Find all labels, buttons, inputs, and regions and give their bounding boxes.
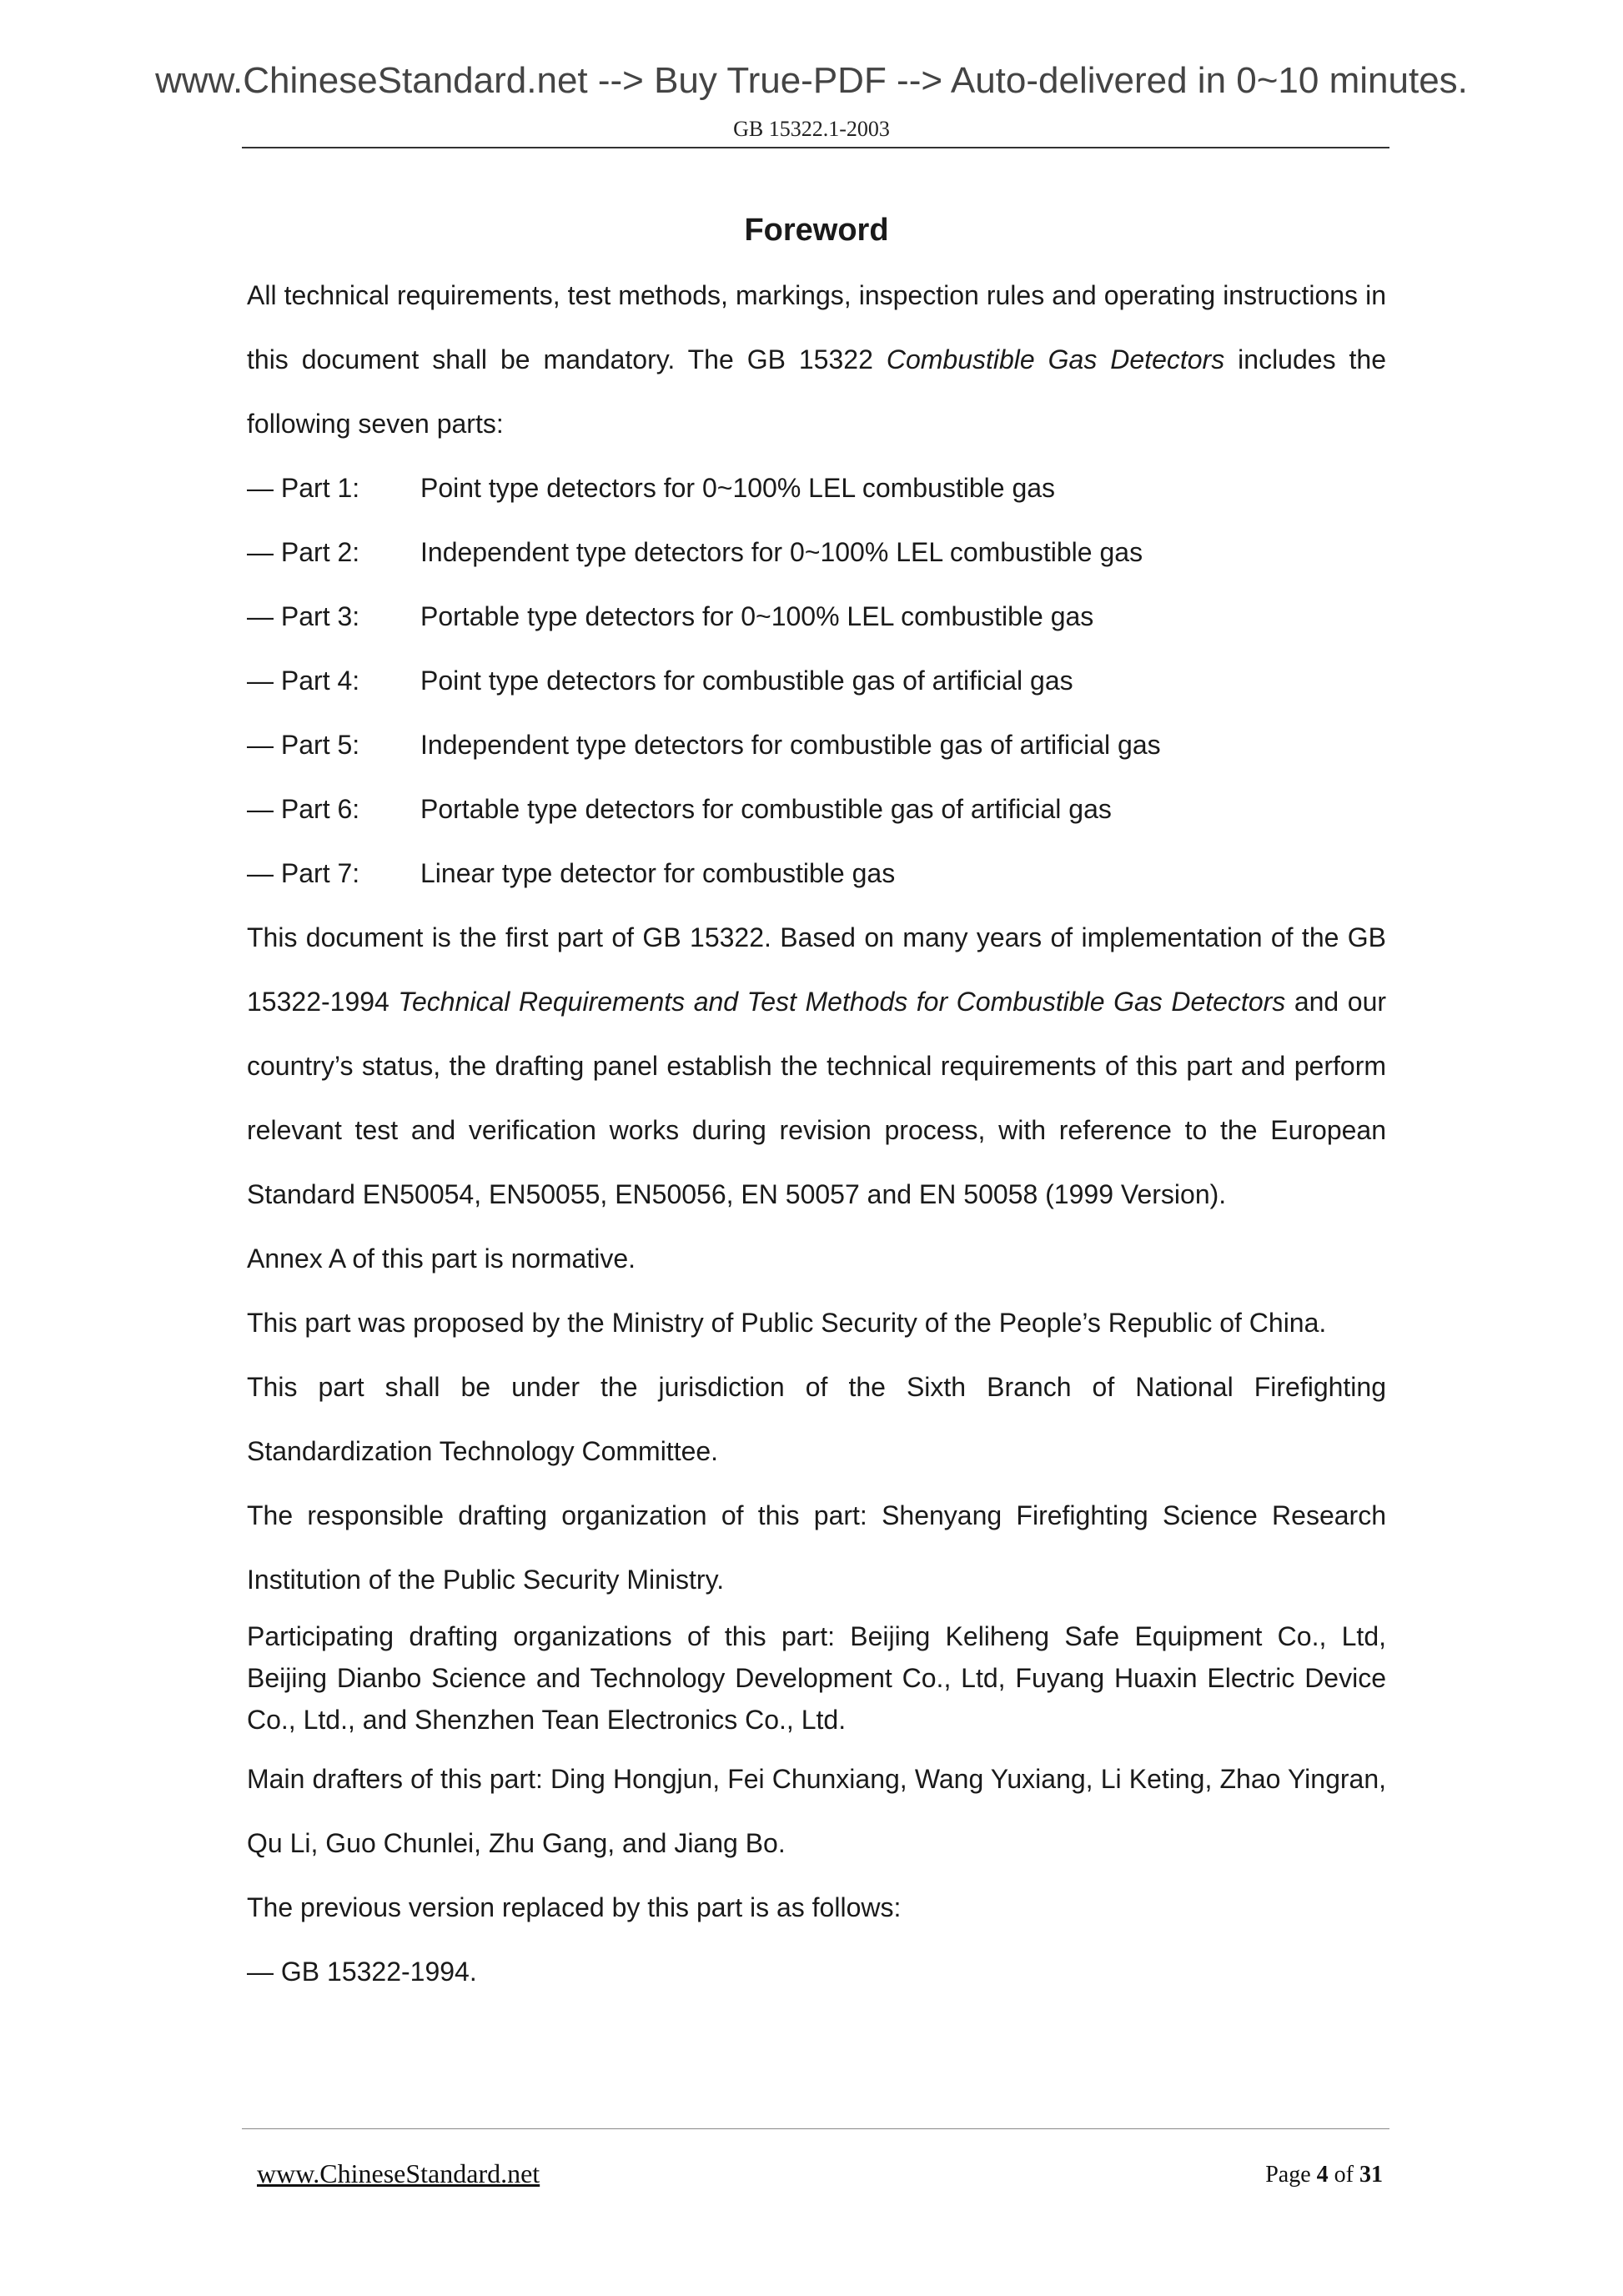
- part-text: Independent type detectors for combustible gas of artificial gas: [420, 730, 1161, 760]
- list-item: [247, 520, 1386, 585]
- list-item: [247, 649, 1386, 713]
- basis-title-italic: Technical Requirements and Test Methods for Combustible Gas Detectors: [398, 987, 1286, 1017]
- responsible-paragraph: The responsible drafting organization of this part: Shenyang Firefighting Science Research Institution of the Public Security Ministry.: [247, 1500, 1386, 1595]
- intro-paragraph: [247, 264, 1386, 456]
- part-text: Independent type detectors for 0~100% LEL combustible gas: [420, 537, 1143, 567]
- page-current: 4: [1316, 2162, 1329, 2188]
- drafters-paragraph: Main drafters of this part: Ding Hongjun, Fei Chunxiang, Wang Yuxiang, Li Keting, Zhao Yingran, Qu Li, Guo Chunlei, Zhu Gang, and Jiang Bo.: [247, 1764, 1386, 1858]
- annex-paragraph: Annex A of this part is normative.: [247, 1243, 636, 1274]
- part-text: Portable type detectors for 0~100% LEL combustible gas: [420, 601, 1094, 631]
- part-label: — Part 5:: [247, 730, 360, 760]
- basis-paragraph: [247, 906, 1386, 1227]
- page-title: Foreword: [744, 213, 889, 248]
- intro-text-2: includes the following seven parts:: [247, 344, 1387, 439]
- page-prefix: Page: [1265, 2162, 1317, 2188]
- list-item: [247, 585, 1386, 649]
- page-total: 31: [1359, 2162, 1383, 2188]
- list-item: [247, 713, 1386, 777]
- footer-site-link[interactable]: www.ChineseStandard.net: [257, 2158, 540, 2188]
- part-text: Linear type detector for combustible gas: [420, 858, 896, 888]
- basis-text-1: This document is the first part of GB 15322. Based on many years of implementation of the GB 15322-1994: [247, 922, 1386, 1017]
- part-text: Portable type detectors for combustible gas of artificial gas: [420, 794, 1112, 824]
- list-item: [247, 842, 1386, 906]
- standard-code: GB 15322.1-2003: [733, 117, 890, 141]
- part-label: — Part 2:: [247, 537, 360, 567]
- jurisdiction-paragraph: This part shall be under the jurisdiction of the Sixth Branch of National Firefighting Standardization Technology Committee.: [247, 1372, 1386, 1466]
- page-of: of: [1328, 2162, 1359, 2188]
- site-banner: www.ChineseStandard.net --> Buy True-PDF --> Auto-delivered in 0~10 minutes.: [155, 60, 1468, 101]
- list-item: [247, 456, 1386, 520]
- part-label: — Part 1:: [247, 473, 360, 503]
- footer-divider: [242, 2128, 1389, 2129]
- part-text: Point type detectors for combustible gas of artificial gas: [420, 666, 1073, 696]
- part-label: — Part 7:: [247, 858, 360, 888]
- part-label: — Part 3:: [247, 601, 360, 631]
- list-item: [247, 777, 1386, 842]
- page-number: [1265, 2162, 1383, 2188]
- intro-text-1: All technical requirements, test methods, markings, inspection rules and operating instructions in this document shall be mandatory. The GB 15322: [247, 280, 1386, 374]
- previous-item: — GB 15322-1994.: [247, 1957, 477, 1987]
- part-label: — Part 4:: [247, 666, 360, 696]
- intro-title-italic: Combustible Gas Detectors: [886, 344, 1225, 374]
- part-text: Point type detectors for 0~100% LEL combustible gas: [420, 473, 1056, 503]
- parts-list: [247, 456, 1386, 906]
- header-divider: [242, 147, 1389, 148]
- participating-paragraph: Participating drafting organizations of this part: Beijing Keliheng Safe Equipment Co., Ltd, Beijing Dianbo Science and Technology Development Co., Ltd, Fuyang Huaxin Electric Device Co., Ltd., and Shenzhen Tean Electronics Co., Ltd.: [247, 1621, 1386, 1735]
- previous-paragraph: The previous version replaced by this part is as follows:: [247, 1892, 902, 1922]
- document-body: [247, 197, 1386, 2004]
- part-label: — Part 6:: [247, 794, 360, 824]
- basis-text-2: and our country’s status, the drafting panel establish the technical requirements of this part and perform relevant test and verification works during revision process, with reference to the European Standard EN50054, EN50055, EN50056, EN 50057 and EN 50058 (1999 Version).: [247, 987, 1387, 1209]
- proposed-paragraph: This part was proposed by the Ministry of Public Security of the People’s Republic of China.: [247, 1308, 1327, 1338]
